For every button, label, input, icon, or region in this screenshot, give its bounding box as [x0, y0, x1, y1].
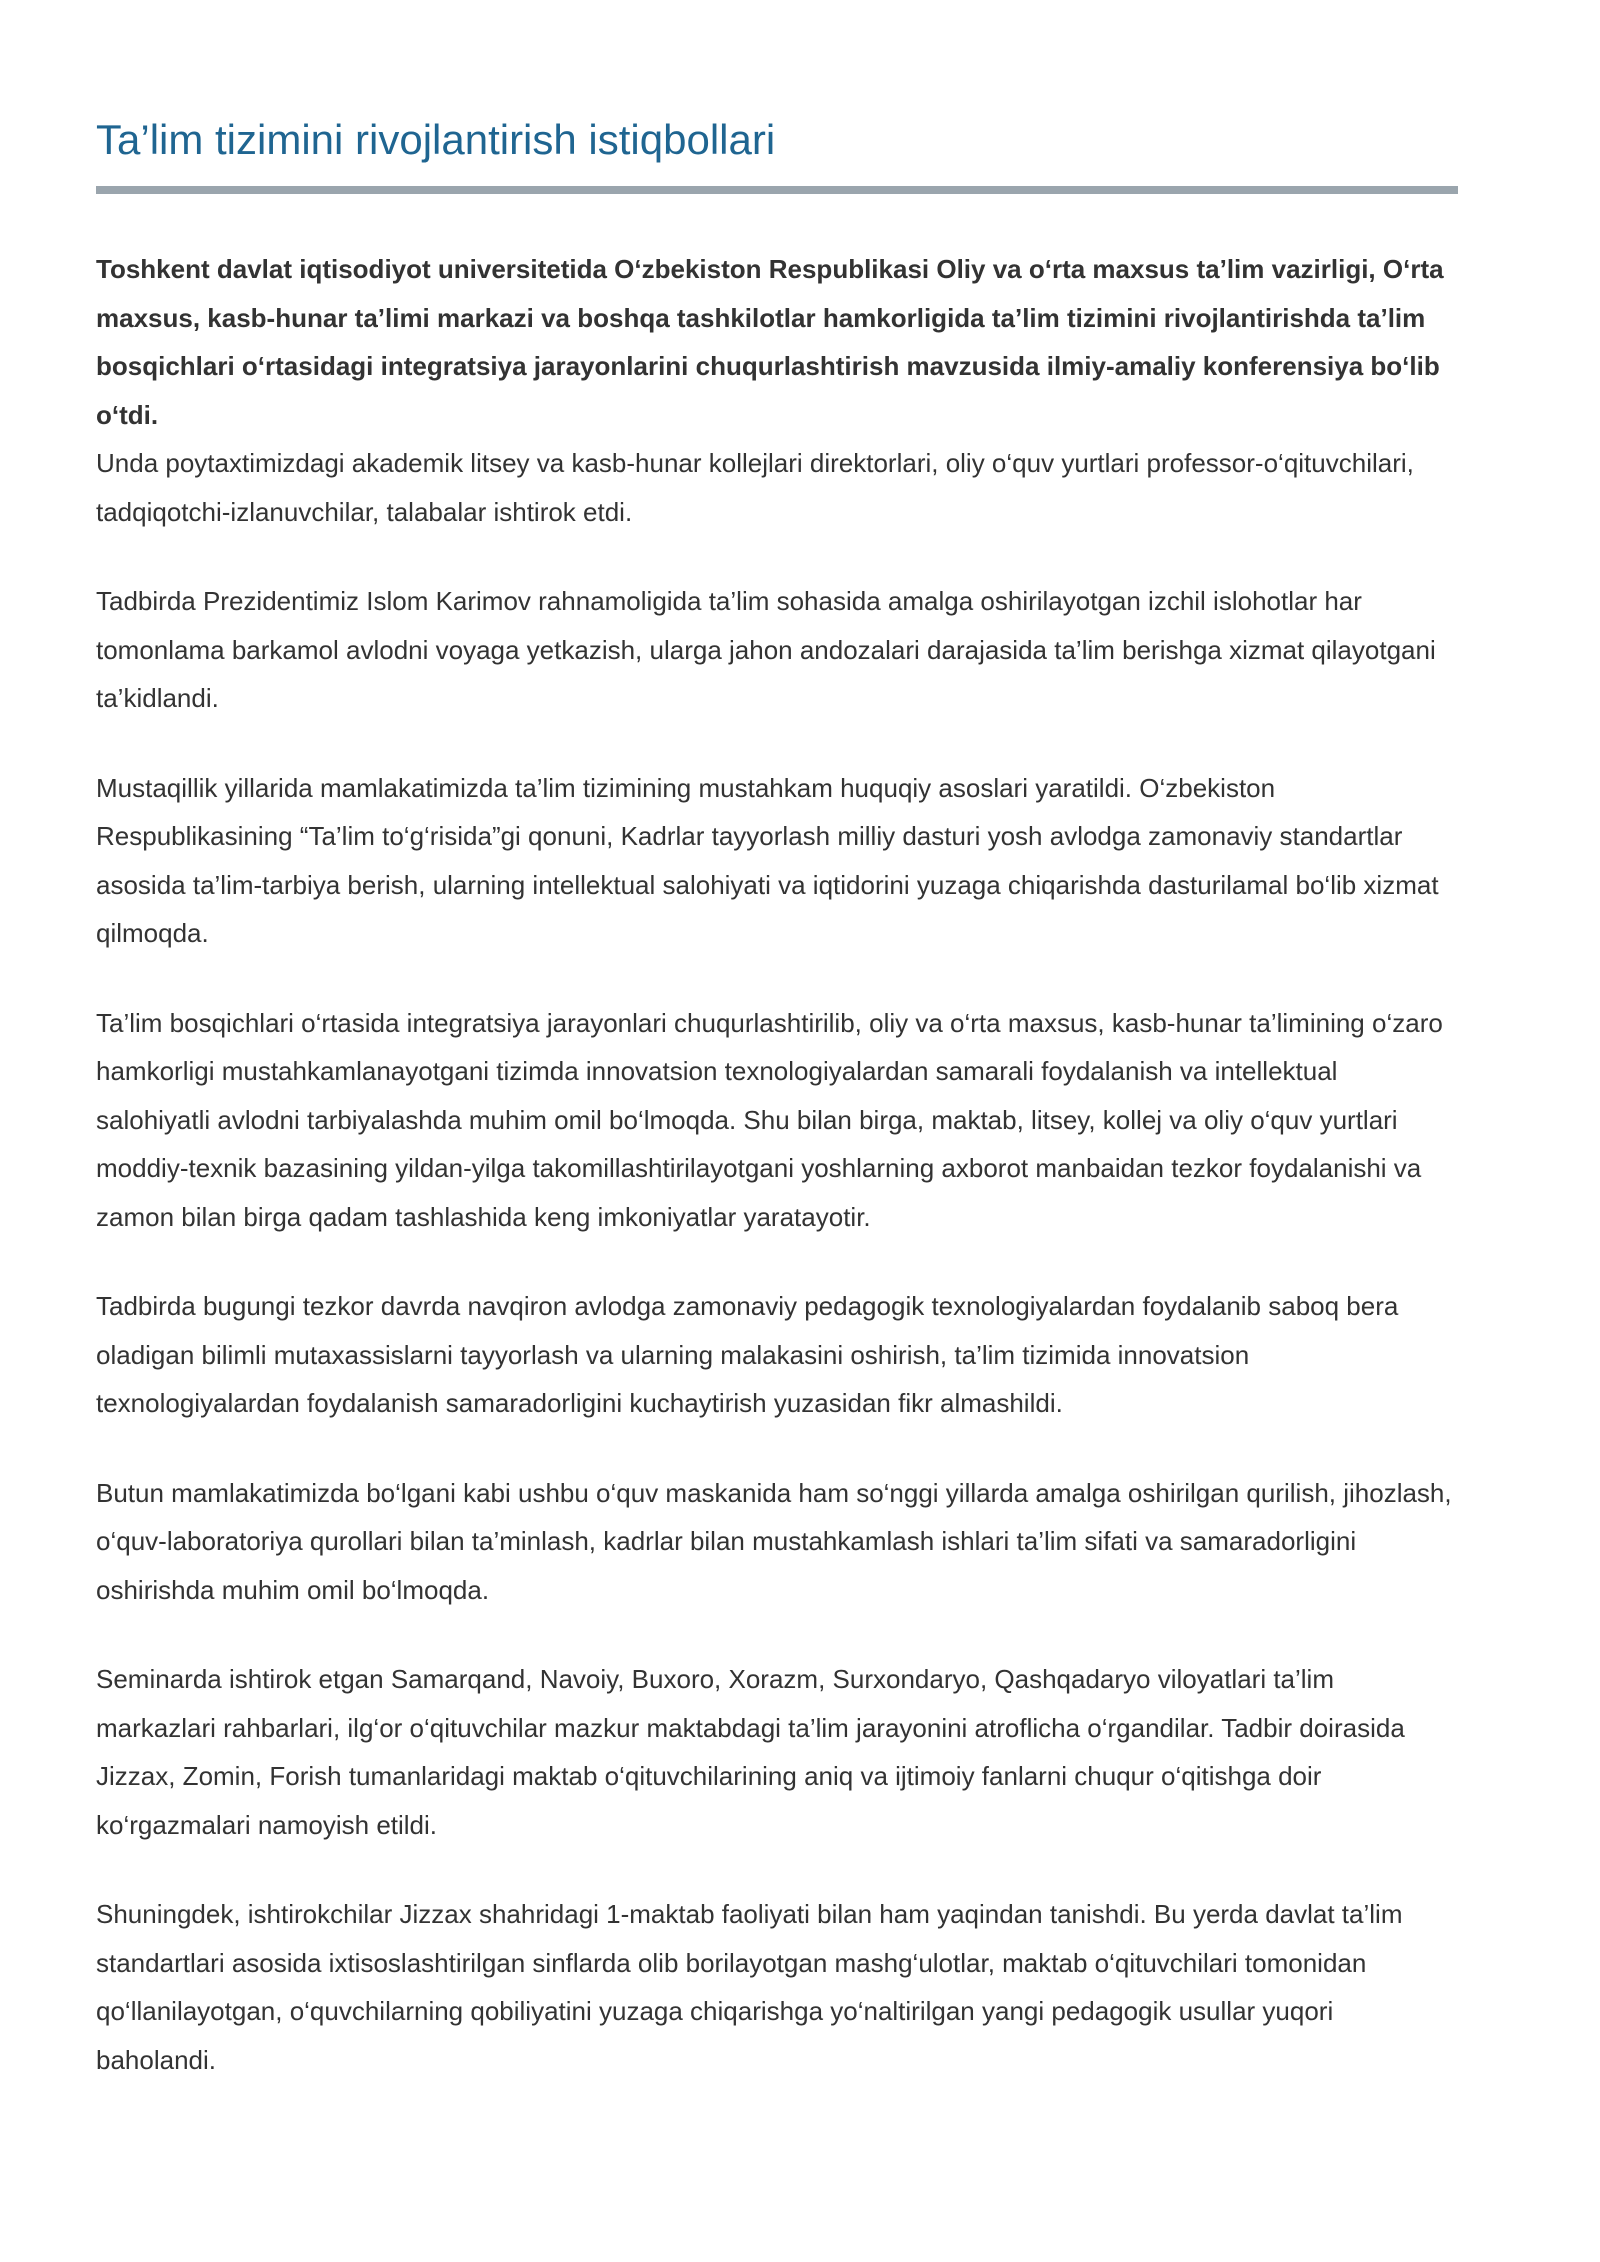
title-divider [96, 186, 1458, 194]
body-paragraph: Butun mamlakatimizda bo‘lgani kabi ushbu o‘quv maskanida ham so‘nggi yillarda amalga oshirilgan qurilish, jihozlash, o‘quv-laboratoriya qurollari bilan ta’minlash, kadrlar bilan mustahkamlash ishlari ta’lim sifati va samaradorligini oshirishda muhim omil bo‘lmoqda. [96, 1477, 1452, 1605]
body-paragraph: Mustaqillik yillarida mamlakatimizda ta’lim tizimining mustahkam huquqiy asoslari yaratildi. O‘zbekiston Respublikasining “Ta’lim to‘g‘risida”gi qonuni, Kadrlar tayyorlash milliy dasturi yosh avlodga zamonaviy standartlar asosida ta’lim-tarbiya berish, ularning intellektual salohiyati va iqtidorini yuzaga chiqarishda dasturilamal bo‘lib xizmat qilmoqda. [96, 772, 1439, 948]
page-title: Ta’lim tizimini rivojlantirish istiqbollari [96, 116, 776, 163]
body-paragraph: Tadbirda Prezidentimiz Islom Karimov rahnamoligida ta’lim sohasida amalga oshirilayotgan izchil islohotlar har tomonlama barkamol avlodni voyaga yetkazish, ularga jahon andozalari darajasida ta’lim berishga xizmat qilayotgani ta’kidlandi. [96, 586, 1436, 713]
intro-paragraph [96, 245, 1458, 536]
body-paragraph: Ta’lim bosqichlari o‘rtasida integratsiya jarayonlari chuqurlashtirilib, oliy va o‘rta maxsus, kasb-hunar ta’limining o‘zaro hamkorligi mustahkamlanayotgani tizimda innovatsion texnologiyalardan samarali foydalanish va intellektual salohiyatli avlodni tarbiyalashda muhim omil bo‘lmoqda. Shu bilan birga, maktab, litsey, kollej va oliy o‘quv yurtlari moddiy-texnik bazasining yildan-yilga takomillashtirilayotgani yoshlarning axborot manbaidan tezkor foydalanishi va zamon bilan birga qadam tashlashida keng imkoniyatlar yaratayotir. [96, 1007, 1443, 1232]
lead-text: Toshkent davlat iqtisodiyot universitetida O‘zbekiston Respublikasi Oliy va o‘rta maxsus ta’lim vazirligi, O‘rta maxsus, kasb-hunar ta’limi markazi va boshqa tashkilotlar hamkorligida ta’lim tizimini rivojlantirishda ta’lim bosqichlari o‘rtasidagi integratsiya jarayonlarini chuqurlashtirish mavzusida ilmiy-amaliy konferensiya bo‘lib o‘tdi. [96, 254, 1444, 430]
body-paragraph: Tadbirda bugungi tezkor davrda navqiron avlodga zamonaviy pedagogik texnologiyalardan foydalanib saboq bera oladigan bilimli mutaxassislarni tayyorlash va ularning malakasini oshirish, ta’lim tizimida innovatsion texnologiyalardan foydalanish samaradorligini kuchaytirish yuzasidan fikr almashildi. [96, 1291, 1399, 1418]
body-paragraph: Shuningdek, ishtirokchilar Jizzax shahridagi 1-maktab faoliyati bilan ham yaqindan tanishdi. Bu yerda davlat ta’lim standartlari asosida ixtisoslashtirilgan sinflarda olib borilayotgan mashg‘ulotlar, maktab o‘qituvchilari tomonidan qo‘llanilayotgan, o‘quvchilarning qobiliyatini yuzaga chiqarishga yo‘naltirilgan yangi pedagogik usullar yuqori baholandi. [96, 1899, 1403, 2075]
body-paragraph: Seminarda ishtirok etgan Samarqand, Navoiy, Buxoro, Xorazm, Surxondaryo, Qashqadaryo viloyatlari ta’lim markazlari rahbarlari, ilg‘or o‘qituvchilar mazkur maktabdagi ta’lim jarayonini atroflicha o‘rgandilar. Tadbir doirasida Jizzax, Zomin, Forish tumanlaridagi maktab o‘qituvchilarining aniq va ijtimoiy fanlarni chuqur o‘qitishga doir ko‘rgazmalari namoyish etildi. [96, 1664, 1405, 1840]
article-body [96, 245, 1458, 2125]
lead-followup-text: Unda poytaxtimizdagi akademik litsey va kasb-hunar kollejlari direktorlari, oliy o‘quv yurtlari professor-o‘qituvchilari, tadqiqotchi-izlanuvchilar, talabalar ishtirok etdi. [96, 448, 1414, 527]
